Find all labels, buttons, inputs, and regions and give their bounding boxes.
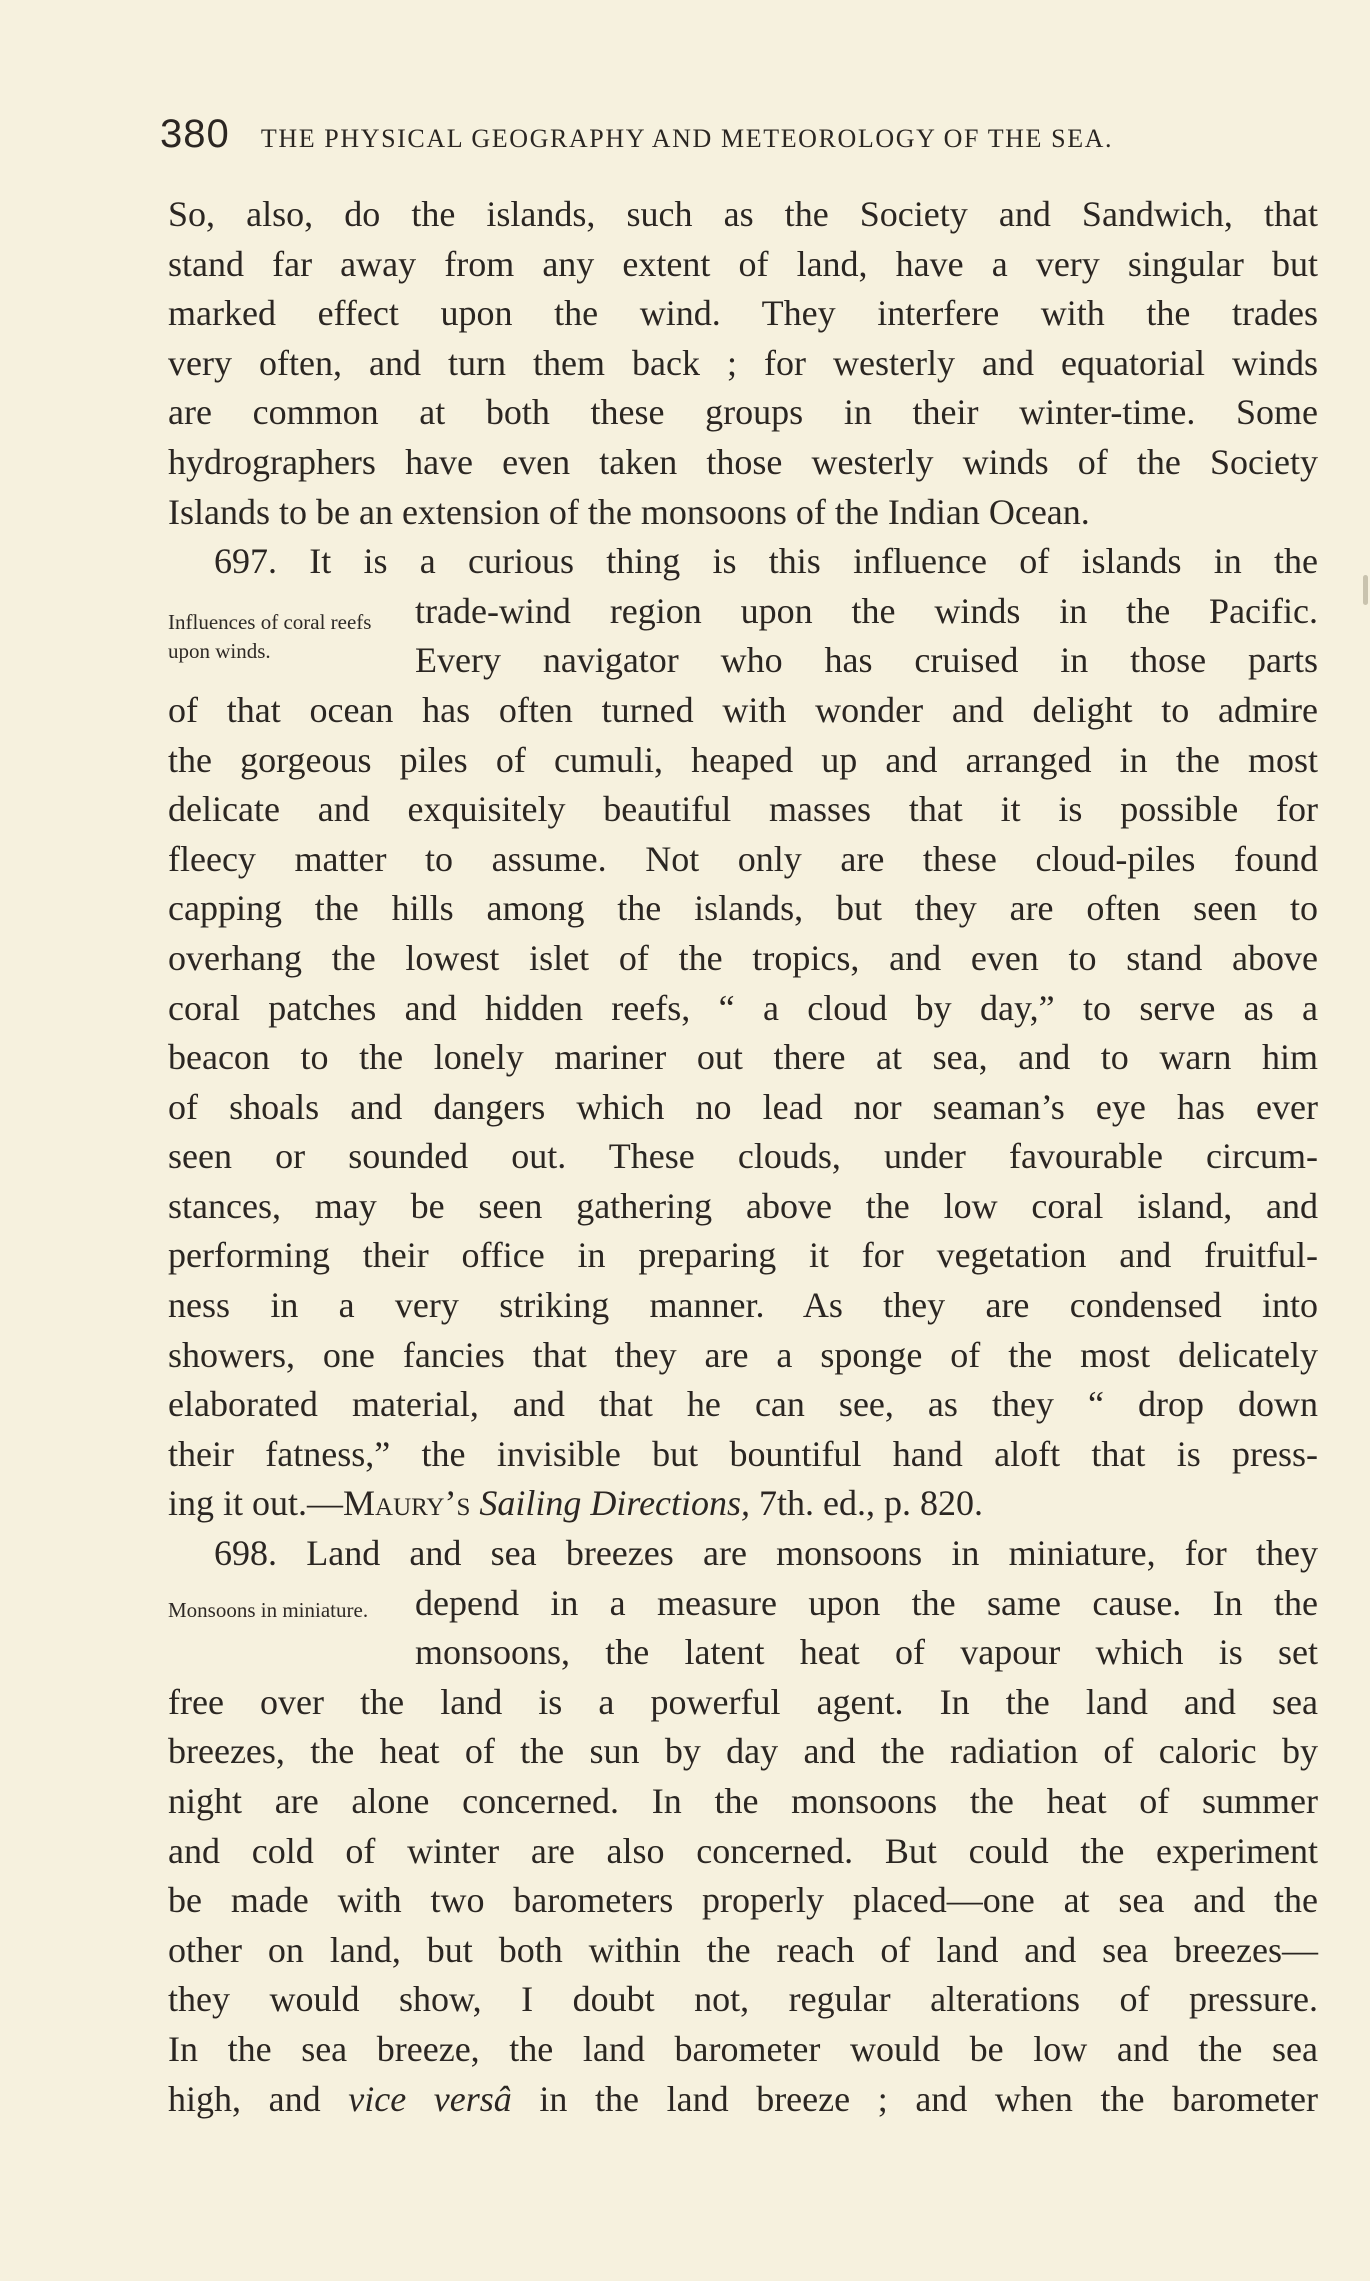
paragraph-697-first-line [168,537,1318,587]
text-line: Islands to be an extension of the monsoons of the Indian Ocean. [168,491,1090,532]
text-line: marked effect upon the wind. They interfere with the trades [168,293,1318,334]
body-text [168,190,1318,2124]
italic-phrase: vice versâ [348,2078,512,2119]
text-line: Every navigator who has cruised in those parts [415,640,1318,681]
paragraph-number: 697. [214,541,277,582]
text-line: stand far away from any extent of land, have a very singular but [168,243,1318,284]
text-line: capping the hills among the islands, but they are often seen to [168,888,1318,929]
text-line: So, also, do the islands, such as the Society and Sandwich, that [168,194,1318,234]
text-line: seen or sounded out. These clouds, under favourable circum- [168,1136,1318,1177]
text-fragment: ing it out. [168,1483,308,1524]
mixed-line [168,2075,1318,2125]
text-fragment: in the land breeze ; and when the barometer [539,2078,1319,2119]
text-line: stances, may be seen gathering above the low coral island, and [168,1185,1318,1226]
text-line: other on land, but both within the reach of land and sea breezes— [168,1929,1318,1970]
running-title: THE PHYSICAL GEOGRAPHY AND METEOROLOGY OF THE SEA. [260,124,1114,153]
text-line: of shoals and dangers which no lead nor seaman’s eye has ever [168,1086,1318,1127]
paragraph-698-first-line [168,1529,1318,1579]
text-line: overhang the lowest islet of the tropics, and even to stand above [168,937,1318,978]
text-fragment: Land and sea breezes are monsoons in miniature, for they [306,1533,1318,1574]
text-line: ness in a very striking manner. As they are condensed into [168,1285,1318,1326]
citation-line [168,1479,1318,1529]
text-line: coral patches and hidden reefs, “ a cloud by day,” to serve as a [168,987,1318,1028]
citation-author: Maury’s [343,1483,471,1524]
text-line: they would show, I doubt not, regular alterations of pressure. [168,1979,1318,2020]
text-line: performing their office in preparing it for vegetation and fruitful- [168,1235,1318,1276]
text-line: night are alone concerned. In the monsoons the heat of summer [168,1781,1318,1821]
text-line: hydrographers have even taken those westerly winds of the Society [168,441,1318,482]
text-line: trade-wind region upon the winds in the Pacific. [415,590,1318,631]
text-line: beacon to the lonely mariner out there at sea, and to warn him [168,1037,1318,1078]
text-line: be made with two barometers properly placed—one at sea and the [168,1880,1318,1921]
text-line: delicate and exquisitely beautiful masses that it is possible for [168,789,1318,830]
text-line: breezes, the heat of the sun by day and the radiation of caloric by [168,1731,1318,1772]
text-line: In the sea breeze, the land barometer would be low and the sea [168,2028,1318,2069]
text-line: monsoons, the latent heat of vapour which is set [415,1632,1318,1673]
paragraph-number: 698. [214,1533,277,1574]
text-line: and cold of winter are also concerned. But could the experiment [168,1830,1318,1871]
text-line: their fatness,” the invisible but bountiful hand aloft that is press- [168,1433,1318,1474]
page-edge-mark [1363,575,1368,605]
page-header [160,112,1245,162]
text-fragment: It is a curious thing is this influence of islands in the [309,541,1319,582]
text-line: of that ocean has often turned with wonder and delight to admire [168,689,1318,730]
text-line: depend in a measure upon the same cause. In the [415,1582,1318,1623]
citation-edition: 7th. ed., p. 820. [759,1483,984,1524]
text-line: showers, one fancies that they are a sponge of the most delicately [168,1334,1318,1375]
text-line: free over the land is a powerful agent. In the land and sea [168,1681,1318,1722]
text-line: fleecy matter to assume. Not only are these cloud-piles found [168,838,1318,879]
margin-note-698: Monsoons in miniature. [168,1598,369,1622]
citation-dash: — [307,1483,344,1524]
citation-title: Sailing Directions, [479,1483,751,1524]
text-line: elaborated material, and that he can see, as they “ drop down [168,1384,1318,1425]
text-line: are common at both these groups in their winter-time. Some [168,392,1318,433]
text-line: very often, and turn them back ; for westerly and equatorial winds [168,342,1318,383]
page-number: 380 [160,112,230,156]
text-line: the gorgeous piles of cumuli, heaped up and arranged in the most [168,739,1318,780]
margin-note-697: Influences of coral reefs upon winds. [168,610,372,663]
text-fragment: high, and [168,2078,321,2119]
